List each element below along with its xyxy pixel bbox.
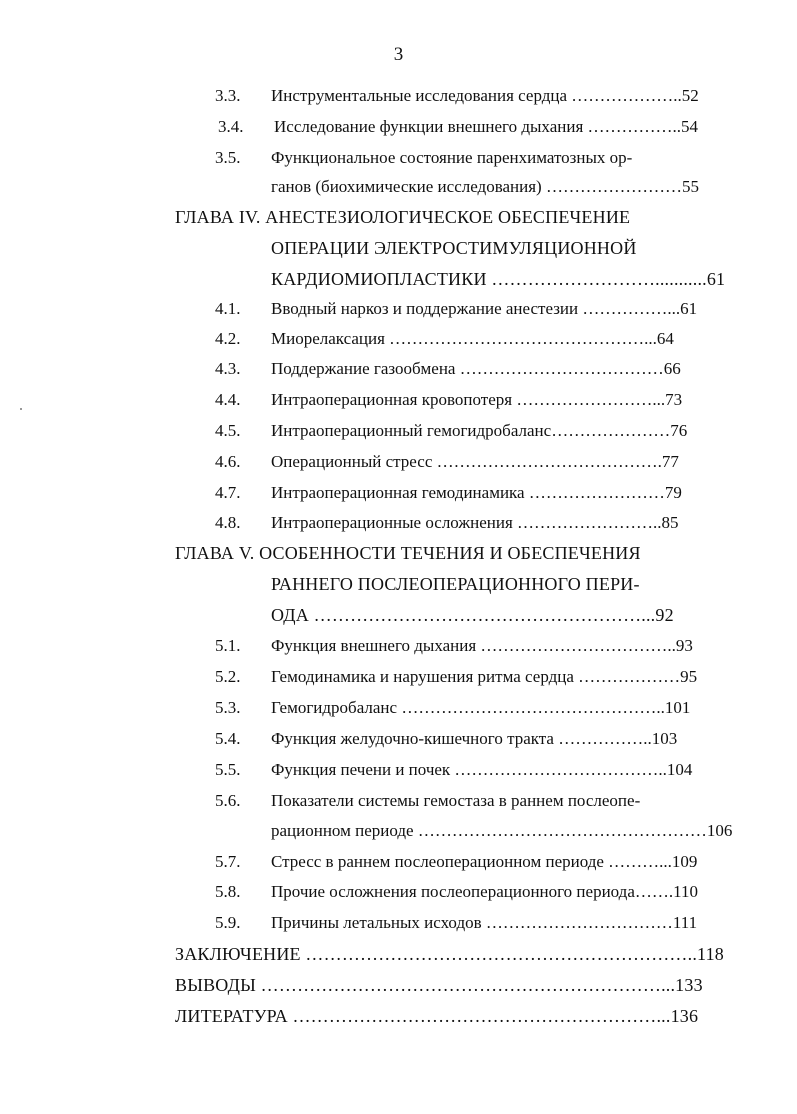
toc-entry[interactable] (0, 510, 797, 536)
toc-entry-3-4[interactable] (0, 114, 797, 140)
toc-entry[interactable] (0, 296, 797, 322)
toc-number: 5.5. (215, 760, 241, 779)
toc-number: 5.3. (215, 698, 241, 717)
chapter-title: ГЛАВА V. ОСОБЕННОСТИ ТЕЧЕНИЯ И ОБЕСПЕЧЕНИЯ (175, 543, 641, 563)
toc-entry[interactable] (0, 695, 797, 721)
toc-entry[interactable] (0, 664, 797, 690)
toc-number: 5.9. (215, 913, 241, 932)
toc-title: Гемогидробаланс ………………………………………..101 (271, 698, 691, 717)
page-number: 3 (393, 44, 404, 65)
toc-entry-5-6-cont (0, 818, 797, 844)
toc-number: 5.2. (215, 667, 241, 686)
toc-title: Интраоперационный гемогидробаланс…………………76 (271, 421, 688, 440)
chapter-4-heading-cont (271, 266, 771, 292)
chapter-title: РАННЕГО ПОСЛЕОПЕРАЦИОННОГО ПЕРИ- (271, 574, 640, 594)
toc-entry[interactable] (0, 633, 797, 659)
toc-number: 4.7. (215, 483, 241, 502)
toc-title: Операционный стресс ………………………………….77 (271, 452, 679, 471)
toc-title: ганов (биохимические исследования) ……………………55 (271, 177, 699, 196)
toc-title: Интраоперационная кровопотеря ……………………...73 (271, 390, 683, 409)
toc-number: 3.5. (215, 148, 241, 167)
toc-number: 5.7. (215, 852, 241, 871)
toc-entry[interactable] (0, 356, 797, 382)
toc-number: 4.5. (215, 421, 241, 440)
toc-entry[interactable] (0, 326, 797, 352)
toc-number: 4.6. (215, 452, 241, 471)
toc-number: 4.1. (215, 299, 241, 318)
toc-number: 5.1. (215, 636, 241, 655)
toc-number: 3.4. (218, 117, 244, 136)
toc-number: 4.4. (215, 390, 241, 409)
toc-entry-findings[interactable] (175, 972, 775, 998)
toc-entry[interactable] (0, 757, 797, 783)
toc-title: Исследование функции внешнего дыхания ……………..54 (274, 117, 699, 136)
toc-entry-3-3[interactable] (0, 83, 797, 109)
toc-title: ЛИТЕРАТУРА ……………………………………………………...136 (175, 1006, 699, 1026)
toc-number: 4.8. (215, 513, 241, 532)
toc-number: 3.3. (215, 86, 241, 105)
toc-entry[interactable] (0, 480, 797, 506)
toc-number: 4.2. (215, 329, 241, 348)
toc-number: 5.6. (215, 791, 241, 810)
chapter-5-heading-cont (271, 602, 771, 628)
toc-entry[interactable] (0, 849, 797, 875)
toc-entry[interactable] (0, 418, 797, 444)
chapter-title: ОДА ………………………………………………...92 (271, 605, 674, 625)
toc-entry-literature[interactable] (175, 1003, 775, 1029)
chapter-4-heading-cont (271, 235, 771, 261)
toc-entry-3-5[interactable] (0, 145, 797, 171)
toc-entry[interactable] (0, 726, 797, 752)
toc-title: ВЫВОДЫ …………………………………………………………...133 (175, 975, 703, 995)
chapter-5-heading[interactable] (175, 540, 775, 566)
toc-title: ЗАКЛЮЧЕНИЕ ………………………………………………………..118 (175, 944, 724, 964)
toc-number: 4.3. (215, 359, 241, 378)
toc-title: Показатели системы гемостаза в раннем послеопе- (271, 791, 641, 810)
toc-number: 5.8. (215, 882, 241, 901)
chapter-title: КАРДИОМИОПЛАСТИКИ ………………………...........61 (271, 269, 726, 289)
toc-title: рационном периоде ……………………………………………106 (271, 821, 733, 840)
toc-entry[interactable] (0, 879, 797, 905)
chapter-title: ГЛАВА IV. АНЕСТЕЗИОЛОГИЧЕСКОЕ ОБЕСПЕЧЕНИЕ (175, 207, 631, 227)
toc-entry[interactable] (0, 449, 797, 475)
toc-entry-3-5-cont (0, 174, 797, 200)
toc-title: Функциональное состояние паренхиматозных ор- (271, 148, 633, 167)
toc-title: Вводный наркоз и поддержание анестезии ……………...61 (271, 299, 698, 318)
toc-title: Функция внешнего дыхания ……………………………..93 (271, 636, 693, 655)
toc-title: Стресс в раннем послеоперационном периоде ………...109 (271, 852, 698, 871)
toc-title: Интраоперационная гемодинамика ……………………79 (271, 483, 682, 502)
toc-title: Функция желудочно-кишечного тракта ……………..103 (271, 729, 678, 748)
toc-number: 5.4. (215, 729, 241, 748)
toc-entry[interactable] (0, 910, 797, 936)
toc-title: Инструментальные исследования сердца ………………..52 (271, 86, 699, 105)
toc-title: Поддержание газообмена ………………………………66 (271, 359, 681, 378)
toc-title: Функция печени и почек ………………………………..104 (271, 760, 693, 779)
chapter-5-heading-cont (271, 571, 771, 597)
toc-title: Интраоперационные осложнения ……………………..85 (271, 513, 679, 532)
toc-title: Миорелаксация ………………………………………...64 (271, 329, 674, 348)
toc-entry-conclusion[interactable] (175, 941, 775, 967)
chapter-title: ОПЕРАЦИИ ЭЛЕКТРОСТИМУЛЯЦИОННОЙ (271, 238, 637, 258)
toc-entry[interactable] (0, 387, 797, 413)
toc-entry-5-6[interactable] (0, 788, 797, 814)
chapter-4-heading[interactable] (175, 204, 775, 230)
toc-title: Гемодинамика и нарушения ритма сердца ………………95 (271, 667, 698, 686)
toc-title: Причины летальных исходов ……………………………111 (271, 913, 698, 932)
toc-title: Прочие осложнения послеоперационного периода…….110 (271, 882, 699, 901)
